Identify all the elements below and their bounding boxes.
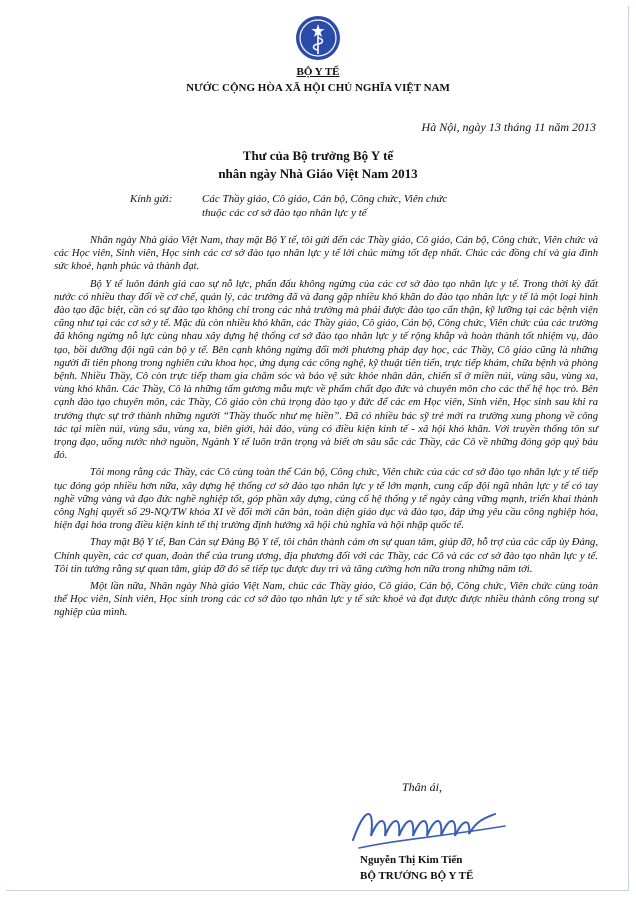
signature-icon — [345, 796, 515, 860]
signer-position: BỘ TRƯỞNG BỘ Y TẾ — [360, 870, 474, 882]
paragraph: Nhân ngày Nhà giáo Việt Nam, thay mặt Bộ Y tế, tôi gửi đến các Thầy giáo, Cô giáo, Cán bộ, Công chức, Viên chức và các Học viên, Sinh viên, Học sinh các cơ sở đào tạo nhân lực y tế lời chúc mừng tốt đẹp nhất. Chúc các đồng chí và gia đình sức khoẻ, hạnh phúc và thành đạt. — [54, 235, 598, 273]
paragraph: Thay mặt Bộ Y tế, Ban Cán sự Đảng Bộ Y tế, tôi chân thành cảm ơn sự quan tâm, giúp đỡ, hỗ trợ của các cấp ủy Đảng, Chính quyền, các cơ quan, đoàn thể của trung ương, địa phương đối với các Thầy, các Cô và các cơ sở đào tạo nhân lực y tế. Tôi tin tưởng rằng sự quan tâm, giúp đỡ đó sẽ tiếp tục được duy trì và tăng cường hơn nữa trong những năm tới. — [54, 537, 598, 575]
letter-subtitle: nhân ngày Nhà Giáo Việt Nam 2013 — [218, 166, 418, 181]
greeting-recipients: Các Thầy giáo, Cô giáo, Cán bộ, Công chức, Viên chức — [202, 193, 448, 205]
paragraph: Tôi mong rằng các Thầy, các Cô cùng toàn thể Cán bộ, Công chức, Viên chức của các cơ sở đào tạo nhân lực y tế tiếp tục đóng góp nhiều hơn nữa, xây dựng hệ thống cơ sở đào tạo nhân lực y tế lớn mạnh, cung cấp đội ngũ nhân lực y tế có tay nghề vững vàng và đạo đức nghề nghiệp tốt, góp phần xây dựng, củng cố hệ thống y tế ngày càng vững mạnh, triển khai thành công Nghị quyết số 29-NQ/TW khóa XI về đổi mới căn bản, toàn diện giáo dục và đào tạo, đáp ứng yêu cầu công nghiệp hóa, hiện đại hóa trong điều kiện kinh tế thị trường định hướng xã hội chủ nghĩa và hội nhập quốc tế. — [54, 467, 598, 532]
greeting-label: Kính gửi: — [130, 193, 173, 205]
ministry-emblem-icon — [294, 14, 342, 62]
letter-body — [54, 234, 598, 624]
letter-title: Thư của Bộ trưởng Bộ Y tế — [242, 148, 394, 163]
closing-salutation: Thân ái, — [402, 780, 443, 794]
greeting-recipients-2: thuộc các cơ sở đào tạo nhân lực y tế — [202, 207, 367, 219]
greeting-block — [130, 192, 590, 220]
date-line: Hà Nội, ngày 13 tháng 11 năm 2013 — [421, 120, 596, 134]
paragraph: Bộ Y tế luôn đánh giá cao sự nỗ lực, phấn đấu không ngừng của các cơ sở đào tạo nhân lực y tế. Trong thời kỳ đất nước có nhiều thay đổi về cơ chế, quản lý, các trường đã và đang gặp nhiều khó khăn do đào tạo nhân lực y tế là một loại hình đào tạo đặc biệt, cần có sự đào tạo không chỉ trong các nhà trường mà phải được đào tạo cẩn thận, kỹ lưỡng tại các bệnh viện cũng như tại các cơ sở y tế. Mặc dù còn nhiều khó khăn, các Thầy giáo, Cô giáo, Cán bộ, Công chức, Viên chức của các trường đã không ngừng nỗ lực cùng nhau xây dựng hệ thống cơ sở đào tạo nhân lực y tế rộng khắp và hoàn thành tốt nhiệm vụ, đào tạo, bồi dưỡng đội ngũ cán bộ y tế. Bên cạnh không ngừng đổi mới phương pháp dạy học, các Thầy, Cô giáo cũng là những người đi tiên phong trong nghiên cứu khoa học, ứng dụng các công nghệ, kỹ thuật tiên tiến, trực tiếp khám, chữa bệnh và phòng bệnh. Nhiều Thầy, Cô còn trực tiếp tham gia chăm sóc và bảo vệ sức khỏe nhân dân, chiến sĩ ở miền núi, vùng sâu, vùng xa, vùng khó khăn. Các Thầy, Cô là những tấm gương mẫu mực về phẩm chất đạo đức và chuyên môn cho các thế hệ học trò. Bên cạnh đào tạo chuyên môn, các Thầy, Cô giáo còn chú trọng đào tạo y đức để các em Học viên, Sinh viên, Học sinh sau khi ra trường thực sự trở thành những người “Thầy thuốc như mẹ hiền”. Đã có nhiều bác sỹ trẻ mới ra trường xung phong về công tác tại miền núi, vùng sâu, vùng xa, biên giới, hải đảo, vùng có điều kiện kinh tế - xã hội khó khăn. Với truyền thống tôn sư trọng đạo, uống nước nhớ nguồn, Ngành Y tế luôn trân trọng và biết ơn sâu sắc các Thầy, các Cô về những đóng góp quý báu đó. — [54, 278, 598, 462]
country-name: NƯỚC CỘNG HÒA XÃ HỘI CHỦ NGHĨA VIỆT NAM — [186, 82, 450, 94]
paragraph: Một lần nữa, Nhân ngày Nhà giáo Việt Nam, chúc các Thầy giáo, Cô giáo, Cán bộ, Công chức, Viên chức cùng toàn thể Học viên, Sinh viên, Học sinh trong các cơ sở đào tạo nhân lực y tế sức khoẻ và đạt được được nhiều thành công trong sự nghiệp của mình. — [54, 581, 598, 619]
signer-name: Nguyễn Thị Kim Tiến — [360, 854, 463, 866]
ministry-name: BỘ Y TẾ — [296, 66, 340, 78]
